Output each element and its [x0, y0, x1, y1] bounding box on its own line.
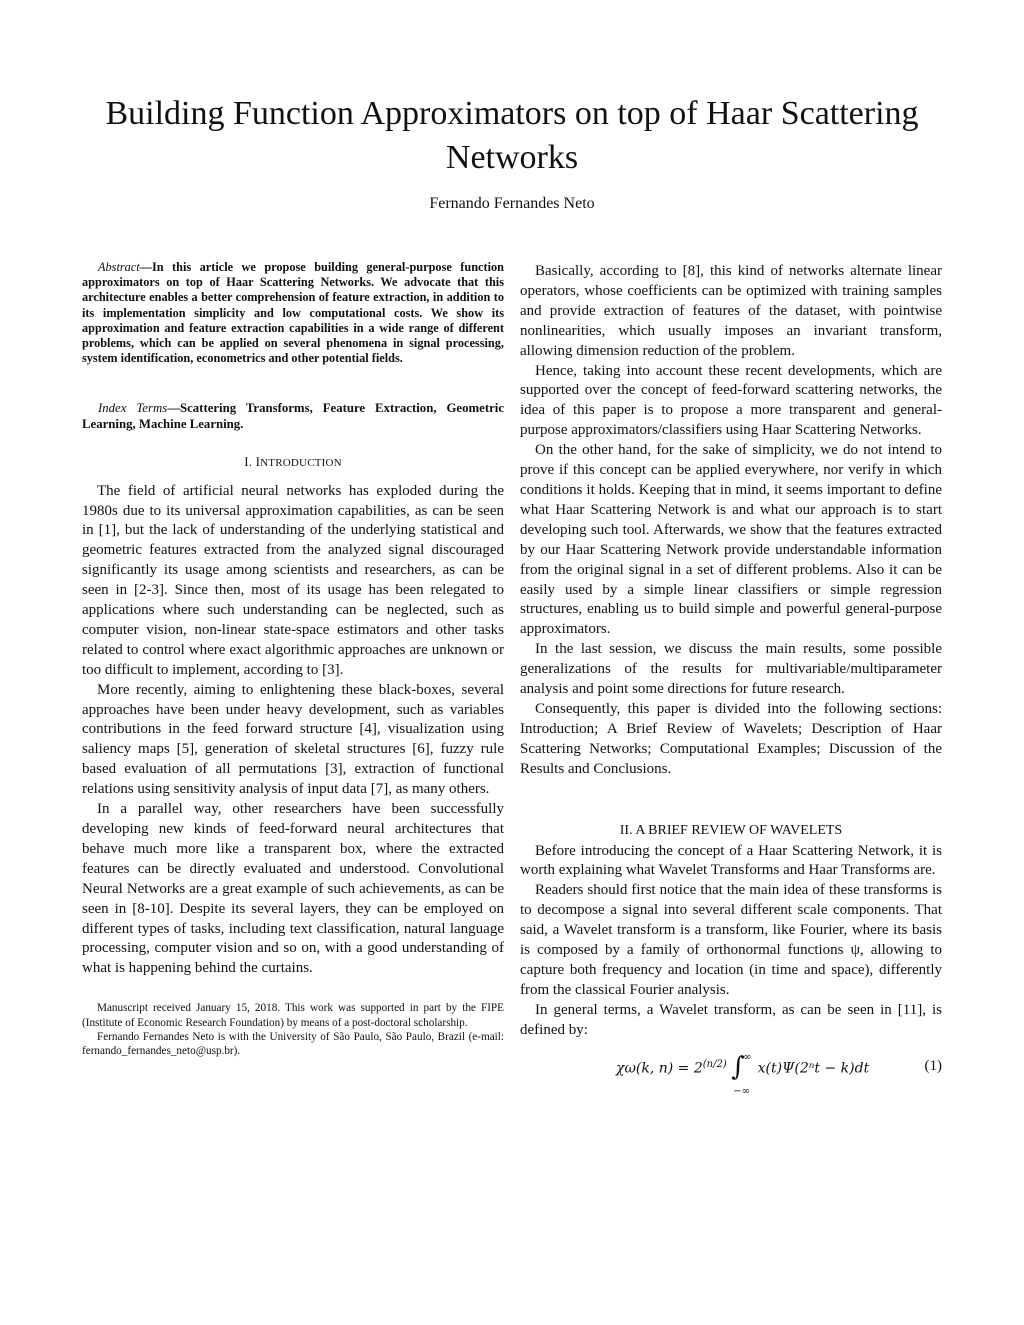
- section-number: I.: [244, 453, 256, 469]
- author-name: Fernando Fernandes Neto: [429, 195, 595, 212]
- abstract: [82, 260, 504, 366]
- intro-paragraph-2: More recently, aiming to enlightening these black-boxes, several approaches have been under heavy development, such as variables contributions in the feed forward structure [4], visualization using saliency maps [5], generation of skeletal structures [6], fuzzy rule based evaluation of all permutations [3], extraction of functional relations using sensitivity analysis of input data [7], as many others.: [82, 681, 504, 798]
- section-initial: I: [255, 453, 261, 469]
- integral-lower-limit: −∞: [733, 1086, 750, 1098]
- index-terms-text: —Scattering Transforms, Feature Extraction, Geometric Learning, Machine Learning.: [82, 401, 504, 432]
- right-column: [520, 262, 942, 1098]
- integral-upper-limit: ∞: [743, 1052, 752, 1064]
- footnotes: [82, 1001, 504, 1059]
- equation-exponent: (n/2): [702, 1058, 727, 1070]
- abstract-text: —In this article we propose building general-purpose function approximators on top of Haar Scattering Networks. We advocate that this architecture enables a better comprehension of feature extraction, in addition to its implementation simplicity and low computational costs. We show its approximation and feature extraction capabilities in a wide range of different problems, which can be applied on several phenomena in signal processing, system identification, econometrics and other potential fields.: [82, 260, 504, 366]
- footnote-manuscript: Manuscript received January 15, 2018. This work was supported in part by the FIPE (Institute of Economic Research Foundation) by means of a post-doctoral scholarship.: [82, 1002, 504, 1029]
- footnote-affiliation: Fernando Fernandes Neto is with the University of São Paulo, São Paulo, Brazil (e-mail: fernando_fernandes_neto@usp.br).: [82, 1031, 504, 1058]
- paper-title: Building Function Approximators on top of Haar Scattering Networks: [105, 95, 919, 176]
- intro-paragraph-5: Hence, taking into account these recent developments, which are supported over the concept of feed-forward scattering networks, the idea of this paper is to propose a more transparent and general-purpose approximators/classifiers using Haar Scattering Networks.: [520, 362, 942, 439]
- abstract-lead: Abstract: [98, 260, 140, 274]
- left-column: [82, 260, 504, 1059]
- integral-sign: [731, 1052, 753, 1098]
- intro-paragraph-6: On the other hand, for the sake of simplicity, we do not intend to prove if this concept can be applied everywhere, nor verify in which conditions it holds. Keeping that in mind, it seems important to define what Haar Scattering Network is and what our approach is to start developing such tool. Afterwards, we show that the features extracted by our Haar Scattering Network provide understandable information from the original signal in a set of different problems. Also it can be easily used by a simple linear classifiers or simple regression structures, enabling us to build simple and powerful general-purpose approximators.: [520, 442, 942, 638]
- section-rest: NTRODUCTION: [260, 456, 342, 469]
- index-terms: [82, 401, 504, 432]
- wavelets-paragraph-1: Before introducing the concept of a Haar Scattering Network, it is worth explaining what Wavelet Transforms and Haar Transforms are.: [520, 842, 942, 879]
- intro-paragraph-4: Basically, according to [8], this kind of networks alternate linear operators, whose coefficients can be optimized with training samples and provide extraction of features of the dataset, with pointwise nonlinearities, which usually imposes an invariant transform, allowing dimension reduction of the problem.: [520, 263, 942, 359]
- section-heading-wavelets: II. A BRIEF REVIEW OF WAVELETS: [619, 822, 843, 838]
- integral-symbol: ∫: [731, 1052, 745, 1083]
- index-terms-lead: Index Terms: [98, 401, 168, 416]
- equation-1: [520, 1049, 942, 1098]
- wavelets-paragraph-3: In general terms, a Wavelet transform, as can be seen in [11], is defined by:: [520, 1001, 942, 1038]
- section-heading-introduction: [82, 453, 504, 472]
- equation-integrand: x(t)Ψ(2ⁿt − k)dt: [757, 1060, 870, 1077]
- intro-paragraph-1: The field of artificial neural networks has exploded during the 1980s due to its universal approximation capabilities, as can be seen in [1], but the lack of understanding of the underlying statistical and geometric features extracted from the analyzed signal discouraged significantly its usage among scientists and researchers, as can be seen in [2-3]. Since then, most of its usage has been relegated to applications where such understanding can be neglected, such as computer vision, non-linear state-space estimators and other tasks related to control where exact algorithmic approaches are unknown or too difficult to implement, according to [3].: [82, 482, 504, 678]
- wavelets-paragraph-2: Readers should first notice that the main idea of these transforms is to decompose a signal into several different scale components. That said, a Wavelet transform is a transform, like Fourier, where its basis is composed by a family of orthonormal functions ψ, allowing to capture both frequency and location (in time and space), differently from the classical Fourier analysis.: [520, 882, 942, 998]
- intro-paragraph-7: In the last session, we discuss the main results, some possible generalizations of the results for multivariable/multiparameter analysis and point some directions for future research.: [520, 641, 942, 698]
- equation-body: [616, 1052, 870, 1098]
- equation-number: (1): [924, 1057, 942, 1074]
- intro-paragraph-3: In a parallel way, other researchers have been successfully developing new kinds of feed-forward neural architectures that behave much more like a transparent box, where the extracted features can be directly evaluated and understood. Convolutional Neural Networks are a great example of such achievements, as can be seen in [8-10]. Despite its several layers, they can be employed on different types of tasks, including text classification, natural language processing, computer vision and so on, with a good understanding of what is happening behind the curtains.: [82, 801, 504, 977]
- equation-lhs: χω(k, n) = 2: [616, 1060, 703, 1077]
- intro-paragraph-8: Consequently, this paper is divided into the following sections: Introduction; A Brief Review of Wavelets; Description of Haar Scattering Networks; Computational Examples; Discussion of the Results and Conclusions.: [520, 700, 942, 777]
